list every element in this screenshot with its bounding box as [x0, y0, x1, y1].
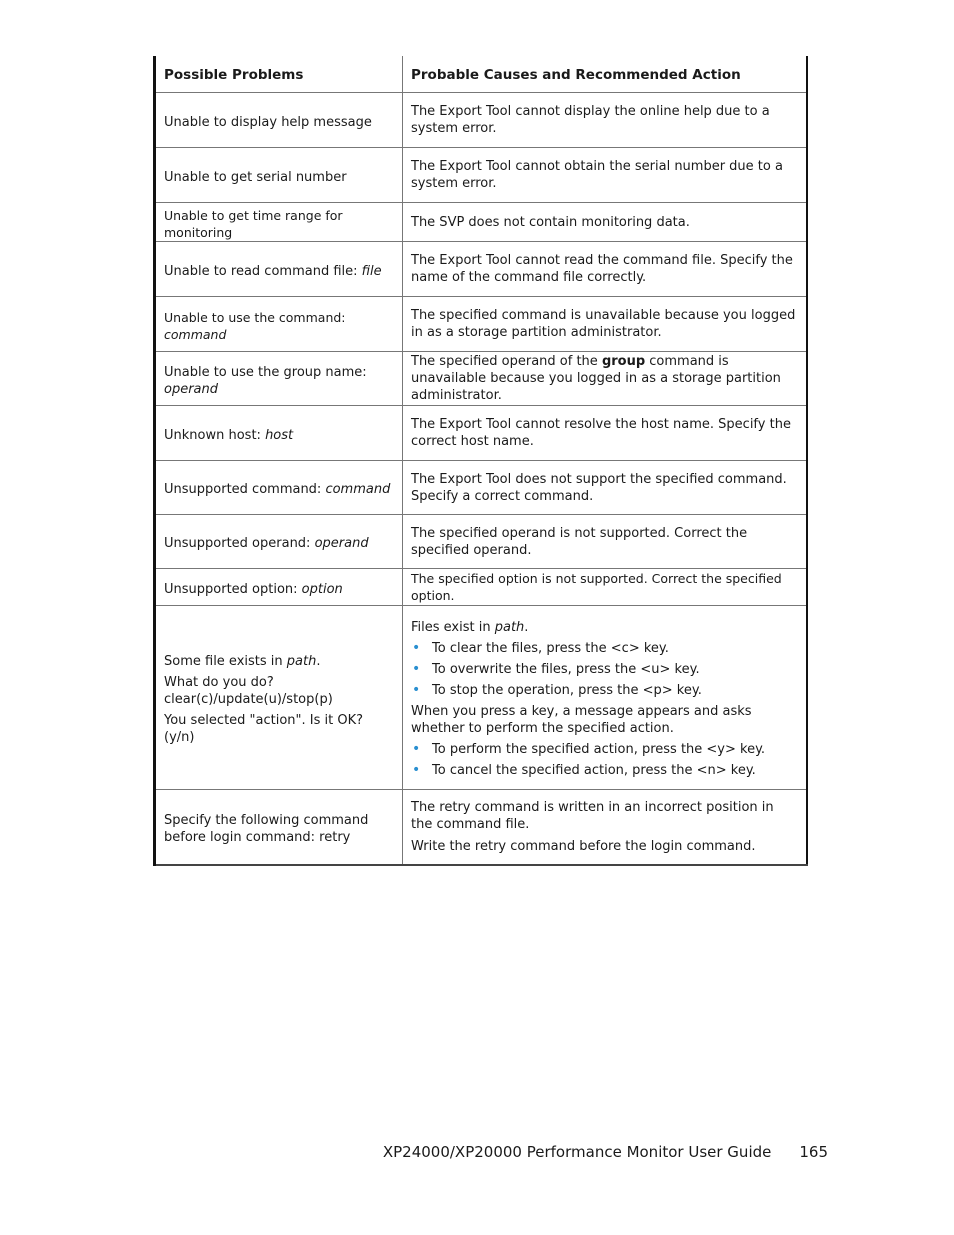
bullet-icon: • — [412, 681, 421, 698]
problem-cell — [155, 352, 403, 406]
problem-variable: command — [325, 482, 391, 497]
problem-text: Unable to use the group name: — [164, 364, 367, 380]
problem-variable: file — [361, 263, 382, 279]
cause-cell: The Export Tool does not support the specified command. Specify a correct command. — [403, 461, 807, 515]
problem-text: Unsupported option: — [164, 581, 302, 597]
problem-text: . — [316, 654, 321, 669]
table-row — [155, 203, 807, 242]
table-row — [155, 406, 807, 461]
problem-cell: Unable to display help message — [155, 93, 403, 148]
list-item — [411, 762, 799, 779]
cause-variable: path — [494, 619, 525, 635]
problem-variable: operand — [314, 536, 369, 551]
bullet-icon: • — [412, 639, 421, 656]
list-item — [411, 661, 799, 678]
problem-paragraph: You selected "action". Is it OK? (y/n) — [164, 713, 364, 745]
cause-cell: The Export Tool cannot read the command file. Specify the name of the command file correctly. — [403, 242, 807, 297]
cause-cell — [403, 606, 807, 790]
bullet-list — [411, 741, 799, 779]
table-row — [155, 352, 807, 406]
cause-cell: The Export Tool cannot display the online help due to a system error. — [403, 93, 807, 148]
problem-cell — [155, 569, 403, 606]
list-item — [411, 741, 799, 758]
problem-cell — [155, 515, 403, 569]
list-item-text: To perform the specified action, press the <y> key. — [432, 741, 766, 757]
problem-cell — [155, 606, 403, 790]
cause-paragraph: The retry command is written in an incorrect position in the command file. — [411, 799, 774, 832]
table-row — [155, 93, 807, 148]
problem-cell: Unable to get time range for monitoring — [155, 203, 403, 242]
page-number: 165 — [799, 1143, 828, 1161]
problem-cell: Specify the following command before login command: retry — [155, 790, 403, 865]
problem-variable: path — [286, 654, 317, 669]
cause-cell: The Export Tool cannot resolve the host name. Specify the correct host name. — [403, 406, 807, 461]
problem-text: Unable to use the command: — [164, 310, 346, 325]
list-item-text: To stop the operation, press the <p> key. — [432, 682, 702, 698]
cause-command-keyword: group — [601, 354, 646, 369]
table-row — [155, 606, 807, 790]
table-row — [155, 461, 807, 515]
table-row — [155, 515, 807, 569]
problem-paragraph: What do you do? clear(c)/update(u)/stop(p) — [164, 675, 333, 707]
bullet-list — [411, 640, 799, 699]
problem-text: Unsupported operand: — [164, 536, 315, 551]
column-header-causes: Probable Causes and Recommended Action — [403, 56, 807, 93]
problem-cell — [155, 242, 403, 297]
cause-cell — [403, 352, 807, 406]
cause-text: The specified operand of the — [411, 354, 602, 369]
problem-variable: command — [164, 327, 227, 342]
page-footer — [383, 1143, 828, 1161]
problem-cell — [155, 461, 403, 515]
problem-text: Unsupported command: — [164, 482, 326, 497]
cause-cell: The SVP does not contain monitoring data. — [403, 203, 807, 242]
cause-cell: The specified operand is not supported. Correct the specified operand. — [403, 515, 807, 569]
table-header-row — [155, 56, 807, 93]
table-row — [155, 569, 807, 606]
problem-text: Unable to read command file: — [164, 263, 362, 279]
problem-variable: option — [301, 581, 343, 597]
list-item — [411, 640, 799, 657]
cause-text: Files exist in — [411, 619, 495, 635]
problem-variable: operand — [164, 381, 219, 397]
table-row — [155, 242, 807, 297]
cause-cell — [403, 790, 807, 865]
column-header-problems: Possible Problems — [155, 56, 403, 93]
list-item-text: To overwrite the files, press the <u> key. — [432, 661, 700, 677]
problem-paragraph — [164, 653, 395, 670]
cause-cell: The Export Tool cannot obtain the serial number due to a system error. — [403, 148, 807, 203]
cause-text: command is unavailable because you logged in as a storage partition administrator. — [411, 354, 781, 403]
problem-text: Some file exists in — [164, 654, 287, 669]
problem-variable: host — [265, 427, 294, 443]
problem-text: Unknown host: — [164, 427, 266, 443]
problem-cell — [155, 297, 403, 352]
table-row — [155, 790, 807, 865]
bullet-icon: • — [412, 761, 421, 778]
cause-paragraph: When you press a key, a message appears and asks whether to perform the specified action. — [411, 703, 752, 736]
cause-paragraph — [411, 619, 799, 636]
cause-paragraph: Write the retry command before the login command. — [411, 838, 756, 854]
cause-text: . — [524, 619, 529, 635]
list-item-text: To cancel the specified action, press the <n> key. — [432, 762, 756, 778]
cause-cell: The specified option is not supported. Correct the specified option. — [403, 569, 807, 606]
troubleshooting-table — [153, 56, 808, 866]
cause-cell: The specified command is unavailable because you logged in as a storage partition administrator. — [403, 297, 807, 352]
bullet-icon: • — [412, 660, 421, 677]
list-item — [411, 682, 799, 699]
problem-cell: Unable to get serial number — [155, 148, 403, 203]
problem-cell — [155, 406, 403, 461]
bullet-icon: • — [412, 740, 421, 757]
list-item-text: To clear the files, press the <c> key. — [432, 640, 669, 656]
table-row — [155, 148, 807, 203]
table-row — [155, 297, 807, 352]
document-title: XP24000/XP20000 Performance Monitor User Guide — [382, 1143, 772, 1161]
